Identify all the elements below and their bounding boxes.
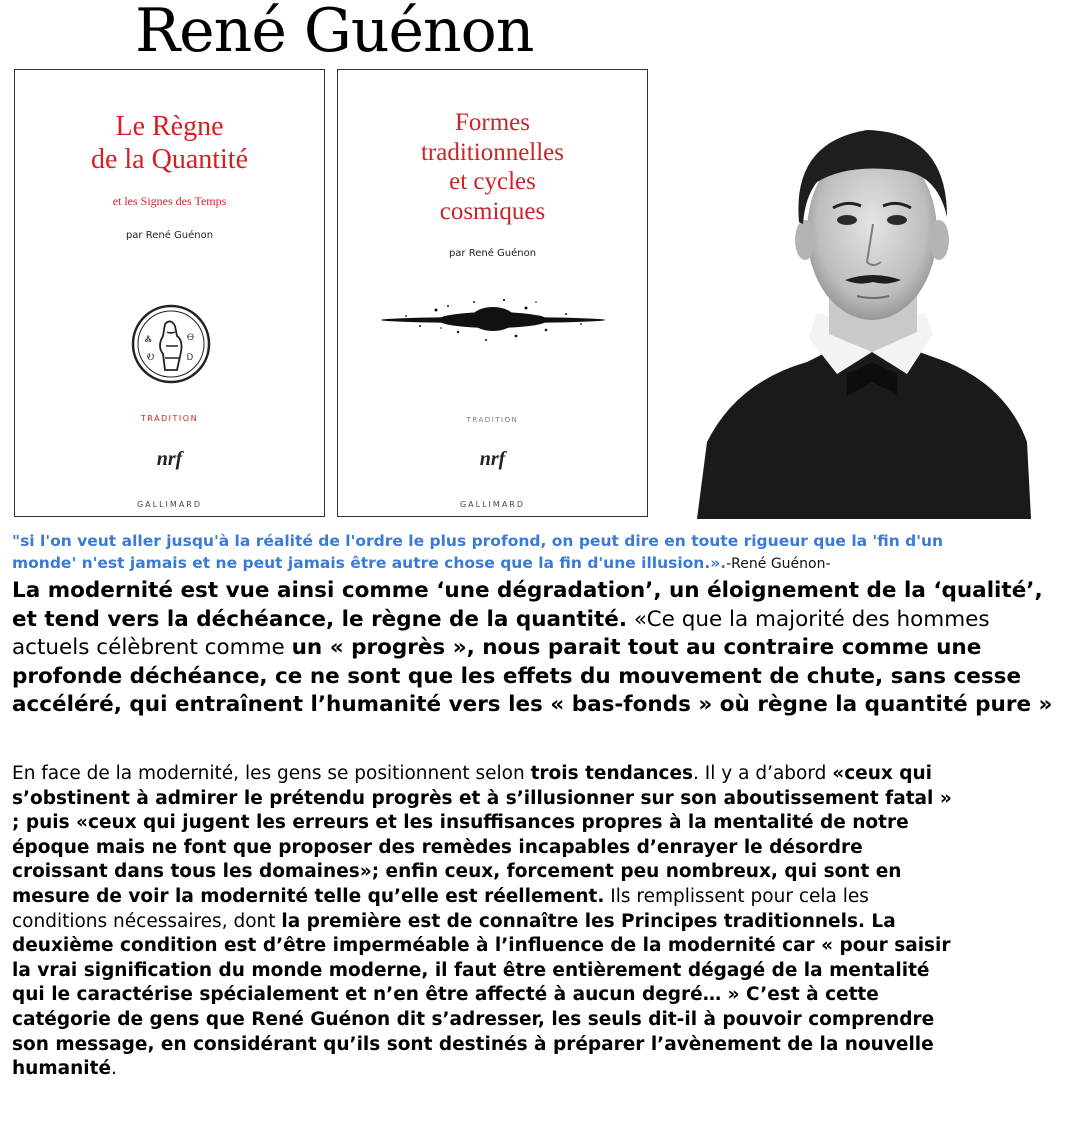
book-title-line: Formes	[455, 109, 530, 136]
book-title-line: et cycles	[449, 168, 536, 195]
paragraph-three-tendencies	[12, 762, 962, 1082]
text: .	[111, 1058, 117, 1080]
bold-text: trois tendances	[530, 763, 694, 784]
book-title	[338, 108, 647, 226]
svg-text:Ꭰ: Ꭰ	[187, 353, 194, 363]
book-publisher: GALLIMARD	[136, 500, 203, 509]
text: «Ce que la majorité des hommes actuels célèbrent comme	[12, 606, 990, 660]
bold-text: la première est de connaître les Principes traditionnels. La deuxième condition est d’être imperméable à l’influence de la modernité car « pour saisir la vrai signification du monde moderne, il faut être entièrement dégagé de la mentalité qui le caractérise spécialement et n’en être affecté à aucun degré… » C’est à cette catégorie de gens que René Guénon dit s’adresser, les seuls dit-il à pouvoir comprendre son message, en considérant qu’ils sont destinés à préparer l’avènement de la nouvelle humanité	[12, 910, 951, 1080]
book-title-line: cosmiques	[439, 197, 546, 225]
book-title-line: Le Règne	[115, 111, 224, 142]
book-cover-formes-traditionnelles	[337, 69, 648, 517]
bold-text: La modernité est vue ainsi comme ‘une dégradation’, un éloignement de la ‘qualité’, et tend vers la déchéance, le règne de la quantité.	[12, 578, 1043, 632]
bold-text: un « progrès », nous parait tout au contraire comme une profonde déchéance, ce ne sont que les effets du mouvement de chute, sans cesse accéléré, qui entraînent l’humanité vers les « bas-fonds » où règne la quantité pure »	[12, 635, 1053, 717]
text: . Il y a d’abord	[693, 763, 833, 784]
book-publisher: GALLIMARD	[459, 500, 526, 509]
galaxy-illustration-icon	[376, 290, 611, 350]
nrf-logo: nrf	[479, 448, 506, 470]
book-title	[15, 110, 324, 176]
paragraph-modernity	[12, 577, 1062, 720]
book-author: par René Guénon	[448, 248, 537, 259]
book-author: par René Guénon	[125, 230, 214, 241]
nrf-logo: nrf	[156, 448, 183, 470]
bold-text: «ceux qui s’obstinent à admirer le prétendu progrès et à s’illusionner sur son aboutissement fatal » ; puis «ceux qui jugent les erreurs et les insuffisances propres à la mentalité de notre époque mais ne font que proposer des remèdes incapables d’enrayer le désordre croissant dans tous les domaines»; enfin ceux, forcement peu nombreux, qui sont en mesure de voir la modernité telle qu’elle est réellement.	[12, 763, 952, 907]
book-collection: TRADITION	[140, 414, 199, 423]
text: Ils remplissent pour cela les conditions nécessaires, dont	[12, 885, 869, 932]
portrait-photo	[697, 112, 1031, 519]
quote-attribution: -René Guénon-	[726, 556, 831, 572]
book-title-line: de la Quantité	[90, 144, 249, 176]
seal-emblem-icon	[129, 302, 213, 386]
book-title-line: traditionnelles	[420, 138, 565, 166]
book-cover-regne-quantite	[14, 69, 325, 517]
text: En face de la modernité, les gens se positionnent selon	[12, 763, 531, 784]
svg-text:Ꭷ: Ꭷ	[147, 353, 155, 363]
book-collection: TRADITION	[466, 416, 519, 424]
svg-text:Ꮎ: Ꮎ	[187, 333, 195, 343]
quote-text: "si l'on veut aller jusqu'à la réalité de l'ordre le plus profond, on peut dire en toute rigueur que la 'fin d'un monde' n'est jamais et ne peut jamais être autre chose que la fin d'une illusion.».	[12, 532, 944, 572]
page-title: René Guénon	[135, 0, 534, 66]
quote	[12, 530, 972, 575]
book-subtitle: et les Signes des Temps	[112, 194, 227, 208]
svg-text:Ꮬ: Ꮬ	[145, 335, 152, 345]
